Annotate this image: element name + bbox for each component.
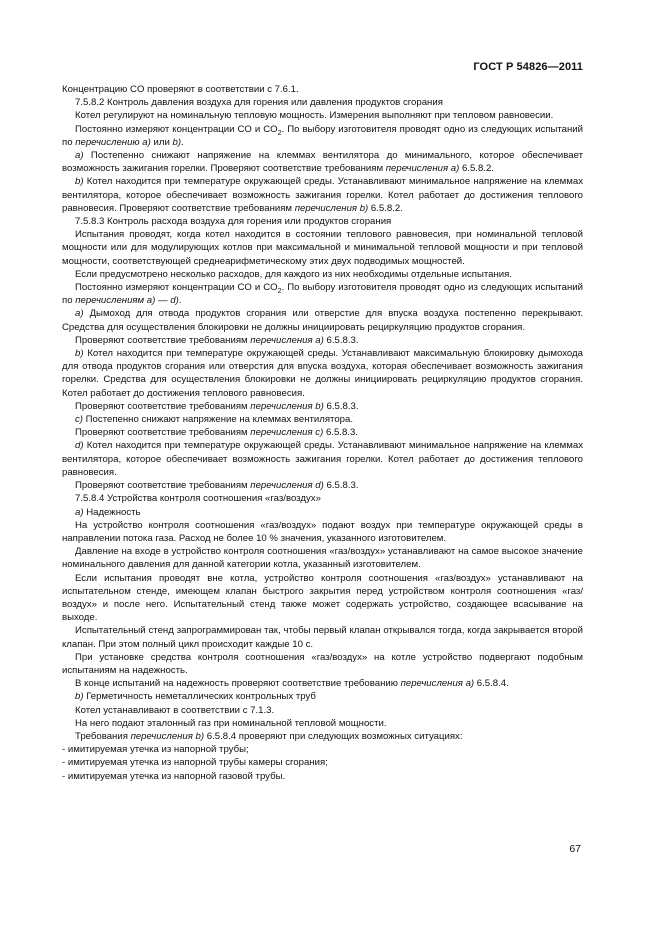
text-run: Проверяют соответствие требованиям xyxy=(75,427,251,439)
text-run: Проверяют соответствие требованиям xyxy=(75,480,251,492)
paragraph xyxy=(62,506,583,519)
paragraph xyxy=(62,545,583,571)
text-run: 7.5.8.3 Контроль расхода воздуха для горения или продуктов сгорания xyxy=(75,216,392,228)
text-run: Постепенно снижают напряжение на клеммах вентилятора. xyxy=(83,414,354,426)
text-run: a) xyxy=(75,506,84,518)
subscript: 2 xyxy=(277,129,282,137)
text-run: перечисления а) xyxy=(250,334,324,346)
text-run: a) xyxy=(75,308,84,320)
text-run: b) xyxy=(75,691,84,703)
paragraph xyxy=(62,268,583,281)
text-run: Котел находится при температуре окружающей среды. Устанавливают минимальное напряжение на клеммах вентилятора, которое обеспечивает возможность зажигания горелки. Котел работает до достижения теплового равновесия. Проверяют соответствие требованиям xyxy=(62,176,583,214)
text-run: Испытания проводят, когда котел находится в состоянии теплового равновесия, при номинальной тепловой мощности или для модулирующих котлов при максимальной и минимальной тепловой мощности и при тепловой мощности, соответствующей среднеарифметическому этих двух подводимых мощностей. xyxy=(62,229,583,267)
text-run: Котел регулируют на номинальную тепловую мощность. Измерения выполняют при тепловом равновесии. xyxy=(75,110,554,122)
text-run: 6.5.8.2. xyxy=(459,163,494,175)
paragraph xyxy=(62,519,583,545)
text-run: Котел находится при температуре окружающей среды. Устанавливают минимальное напряжение на клеммах вентилятора, которое обеспечивает возможность зажигания горелки. Котел работает до достижения теплового равновесия. xyxy=(62,440,583,478)
text-run: - имитируемая утечка из напорной газовой трубы. xyxy=(62,770,286,782)
paragraph xyxy=(62,624,583,650)
paragraph xyxy=(62,307,583,333)
text-run: . По выбору изготовителя проводят одно из следующих испытаний по xyxy=(62,123,583,148)
text-run: Герметичность неметаллических контрольных труб xyxy=(83,691,316,703)
paragraph xyxy=(62,215,583,228)
paragraph xyxy=(62,96,583,109)
text-run: b) xyxy=(75,348,84,360)
page-number: 67 xyxy=(569,843,581,855)
paragraph xyxy=(62,651,583,677)
text-run: перечислению а) xyxy=(75,136,151,148)
paragraph xyxy=(62,400,583,413)
text-run: 6.5.8.3. xyxy=(323,427,358,439)
text-run: На него подают эталонный газ при номинальной тепловой мощности. xyxy=(75,717,387,729)
text-run: перечислениям а) — d) xyxy=(75,295,179,307)
text-run: Если предусмотрено несколько расходов, для каждого из них необходимы отдельные испытания. xyxy=(75,268,512,280)
paragraph xyxy=(62,123,583,149)
text-run: - имитируемая утечка из напорной трубы; xyxy=(62,744,249,756)
text-run: Дымоход для отвода продуктов сгорания или отверстие для впуска воздуха постепенно перекрывают. Средства для осуществления блокировки не должны инициировать рециркуляцию продуктов сгорания. xyxy=(62,308,583,333)
text-run: Проверяют соответствие требованиям xyxy=(75,334,251,346)
paragraph xyxy=(62,334,583,347)
text-run: перечисления b) xyxy=(250,400,324,412)
text-run: Котел устанавливают в соответствии с 7.1.3. xyxy=(75,704,275,716)
text-run: Если испытания проводят вне котла, устройство контроля соотношения «газ/воздух» устанавливают на испытательном стенде, имеющем клапан быстрого закрытия перед устройством контроля соотношения «газ/воздух» и после него. Испытательный стенд также может содержать устройство, создающее всасывание на выходе. xyxy=(62,572,583,624)
text-run: 6.5.8.2. xyxy=(368,202,403,214)
paragraph xyxy=(62,690,583,703)
paragraph xyxy=(62,149,583,175)
paragraph xyxy=(62,426,583,439)
text-run: 7.5.8.2 Контроль давления воздуха для горения или давления продуктов сгорания xyxy=(75,97,443,109)
text-run: Постепенно снижают напряжение на клеммах вентилятора до минимального, которое обеспечивает возможность зажигания горелки. Проверяют соответствие требованиям xyxy=(62,150,583,175)
text-run: 6.5.8.3. xyxy=(323,480,359,492)
paragraph xyxy=(62,281,583,307)
paragraph xyxy=(62,704,583,717)
text-run: перечисления а) xyxy=(385,163,460,175)
text-run: 6.5.8.4 проверяют при следующих возможных ситуациях: xyxy=(204,730,463,742)
paragraph xyxy=(62,83,583,96)
text-run: 6.5.8.4. xyxy=(474,678,509,690)
paragraph xyxy=(62,228,583,268)
paragraph xyxy=(62,109,583,122)
paragraph xyxy=(62,717,583,730)
text-run: . xyxy=(181,136,184,148)
text-run: Испытательный стенд запрограммирован так, чтобы первый клапан открывался тогда, когда закрывается второй клапан. При этом полный цикл происходит каждые 10 с. xyxy=(62,625,583,650)
text-run: Давление на входе в устройство контроля соотношения «газ/воздух» устанавливают на самое высокое значение номинального давления для данной категории котла, указанный изготовителем. xyxy=(62,546,583,571)
text-run: - имитируемая утечка из напорной трубы камеры сгорания; xyxy=(62,757,328,769)
paragraph xyxy=(62,743,583,756)
paragraph xyxy=(62,479,583,492)
text-run: перечисления b) xyxy=(294,202,369,214)
text-run: перечисления d) xyxy=(250,480,324,492)
paragraph xyxy=(62,730,583,743)
text-run: 6.5.8.3. xyxy=(323,334,359,346)
text-run: Постоянно измеряют концентрации CO и CO xyxy=(75,123,278,135)
text-run: В конце испытаний на надежность проверяют соответствие требованию xyxy=(75,678,401,690)
paragraph xyxy=(62,756,583,769)
text-run: d) xyxy=(75,440,84,452)
text-run: При установке средства контроля соотношения «газ/воздух» на котле устройство подвергают подобным испытаниям на надежность. xyxy=(62,651,583,676)
paragraph xyxy=(62,572,583,625)
paragraph xyxy=(62,439,583,479)
text-run: 7.5.8.4 Устройства контроля соотношения «газ/воздух» xyxy=(75,493,321,505)
text-run: или xyxy=(150,136,173,148)
paragraph xyxy=(62,413,583,426)
subscript: 2 xyxy=(277,287,282,295)
text-run: перечисления с) xyxy=(250,427,324,439)
text-run: перечисления а) xyxy=(400,678,475,690)
text-run: Требования xyxy=(75,730,131,742)
text-run: b) xyxy=(75,176,84,188)
text-run: b) xyxy=(172,136,182,148)
text-run: c) xyxy=(75,414,83,426)
document-body xyxy=(62,83,583,783)
text-run: Проверяют соответствие требованиям xyxy=(75,400,251,412)
paragraph xyxy=(62,677,583,690)
text-run: a) xyxy=(75,150,84,162)
text-run: Надежность xyxy=(83,506,141,518)
paragraph xyxy=(62,175,583,215)
text-run: . xyxy=(178,295,182,307)
text-run: 6.5.8.3. xyxy=(323,400,359,412)
text-run: Котел находится при температуре окружающей среды. Устанавливают максимальную блокировку дымохода для отвода продуктов сгорания или отверстия для впуска воздуха, которая обеспечивает возможность зажигания горелки. Средства для осуществления блокировки не должны инициировать рециркуляцию продуктов сгорания. Котел работает до достижения теплового равновесия. xyxy=(62,348,583,399)
paragraph xyxy=(62,492,583,505)
paragraph xyxy=(62,347,583,400)
text-run: перечисления b) xyxy=(130,730,205,742)
text-run: На устройство контроля соотношения «газ/воздух» подают воздух при температуре окружающей среды в направлении потока газа. Расход не более 10 % значения, указанного изготовителем. xyxy=(62,519,583,544)
text-run: Постоянно измеряют концентрации CO и CO xyxy=(75,282,278,294)
standard-designation: ГОСТ Р 54826—2011 xyxy=(473,61,583,73)
text-run: . По выбору изготовителя проводят одно из следующих испытаний по xyxy=(62,282,583,307)
text-run: Концентрацию CO проверяют в соответствии с 7.6.1. xyxy=(62,84,299,95)
paragraph xyxy=(62,770,583,783)
